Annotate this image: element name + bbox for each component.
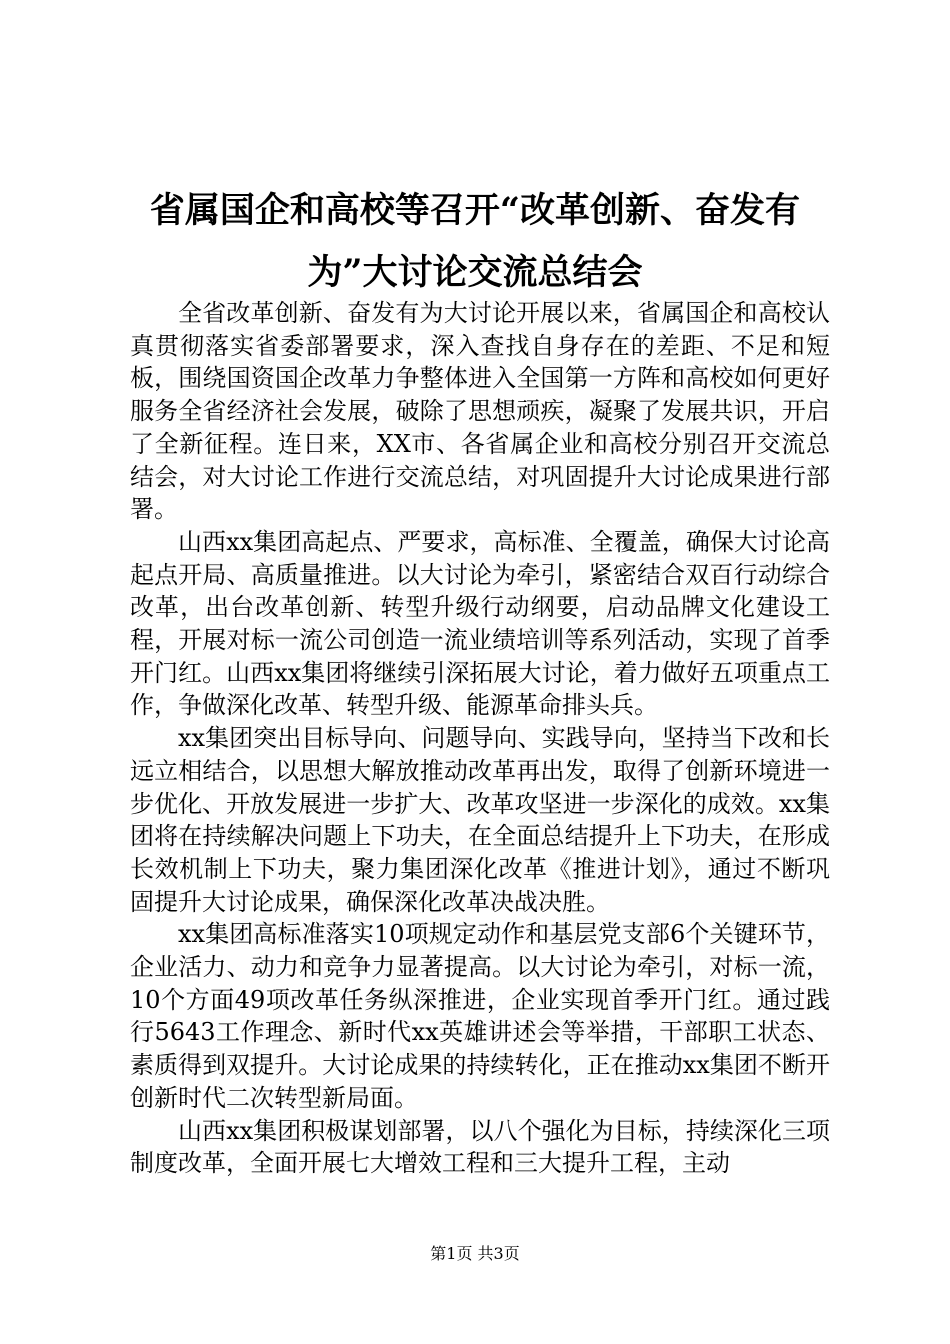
paragraph-1: 全省改革创新、奋发有为大讨论开展以来，省属国企和高校认真贯彻落实省委部署要求，深入查找自身存在的差距、不足和短板，围绕国资国企改革力争整体进入全国第一方阵和高校如何更好服务全省经济社会发展，破除了思想顽疾，凝聚了发展共识，开启了全新征程。连日来，XX市、各省属企业和高校分别召开交流总结会，对大讨论工作进行交流总结，对巩固提升大讨论成果进行部署。: [130, 299, 830, 524]
document-body: [130, 297, 830, 1180]
page-footer: 第1页 共3页: [430, 1244, 520, 1263]
paragraph-4: xx集团高标准落实10项规定动作和基层党支部6个关键环节，企业活力、动力和竞争力显著提高。以大讨论为牵引，对标一流，10个方面49项改革任务纵深推进，企业实现首季开门红。通过践行5643工作理念、新时代xx英雄讲述会等举措，干部职工状态、素质得到双提升。大讨论成果的持续转化，正在推动xx集团不断开创新时代二次转型新局面。: [130, 920, 830, 1112]
title-line-2: 为”大讨论交流总结会: [307, 252, 643, 293]
title-line-1: 省属国企和高校等召开“改革创新、奋发有: [149, 190, 801, 231]
paragraph-3: xx集团突出目标导向、问题导向、实践导向，坚持当下改和长远立相结合，以思想大解放推动改革再出发，取得了创新环境进一步优化、开放发展进一步扩大、改革攻坚进一步深化的成效。xx集团将在持续解决问题上下功夫，在全面总结提升上下功夫，在形成长效机制上下功夫，聚力集团深化改革《推进计划》，通过不断巩固提升大讨论成果，确保深化改革决战决胜。: [130, 724, 830, 916]
paragraph-2: 山西xx集团高起点、严要求，高标准、全覆盖，确保大讨论高起点开局、高质量推进。以大讨论为牵引，紧密结合双百行动综合改革，出台改革创新、转型升级行动纲要，启动品牌文化建设工程，开展对标一流公司创造一流业绩培训等系列活动，实现了首季开门红。山西xx集团将继续引深拓展大讨论，着力做好五项重点工作，争做深化改革、转型升级、能源革命排头兵。: [130, 527, 830, 720]
paragraph-5: 山西xx集团积极谋划部署，以八个强化为目标，持续深化三项制度改革，全面开展七大增效工程和三大提升工程，主动: [130, 1116, 830, 1178]
document-title: [120, 180, 830, 304]
